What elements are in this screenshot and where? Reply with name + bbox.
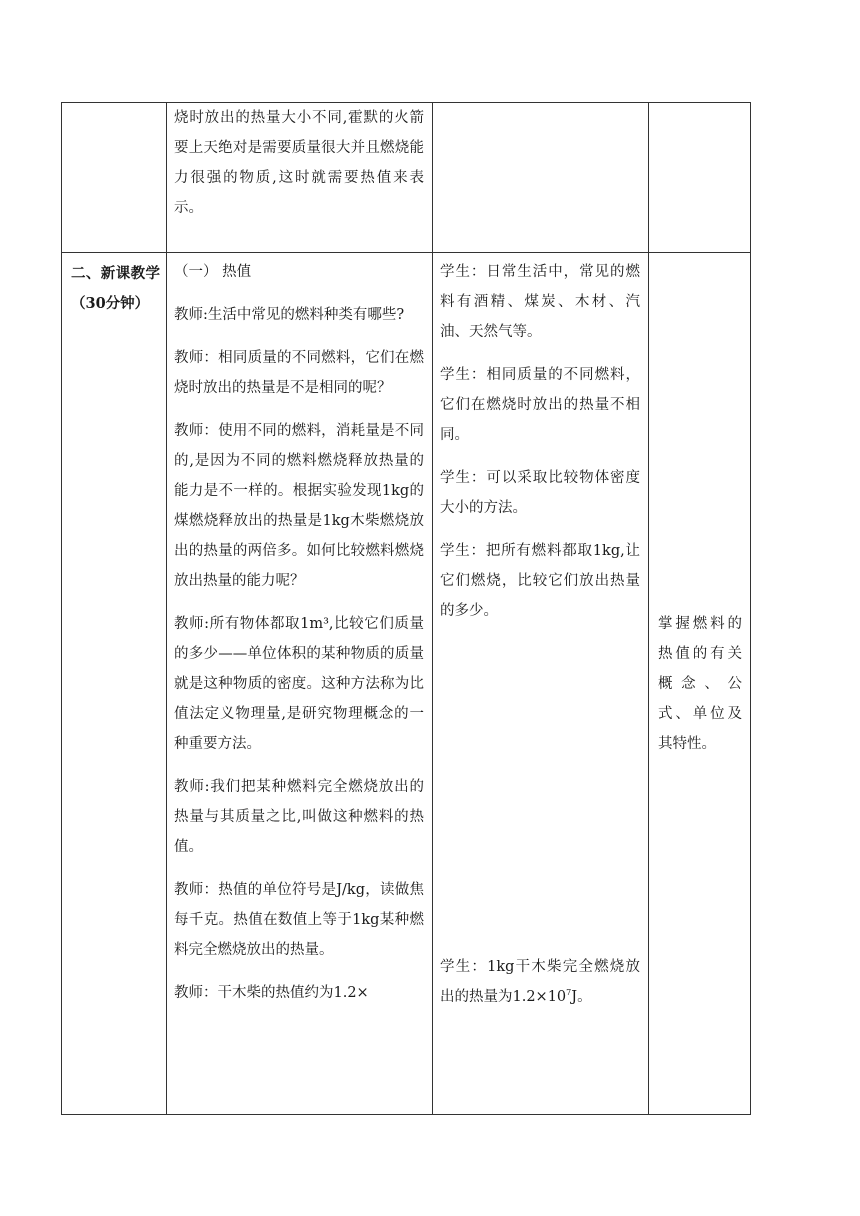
- teacher-line: 教师:所有物体都取1m³,比较它们质量的多少——单位体积的某种物质的质量就是这种物质的密度。这种方法称为比值法定义物理量,是研究物理概念的一种重要方法。: [174, 616, 424, 752]
- teacher-line: 教师:生活中常见的燃料种类有哪些?: [174, 307, 405, 323]
- table-row: [62, 103, 751, 253]
- lesson-plan-table: [61, 102, 751, 1115]
- learning-goal: 掌握燃料的热值的有关概念、公式、单位及其特性。: [658, 615, 742, 752]
- stage-cell: [62, 253, 167, 1115]
- table-row: [62, 253, 751, 1115]
- stage-cell: [62, 103, 167, 253]
- subsection-title: （一） 热值: [174, 264, 252, 280]
- student-activity-cell: [433, 103, 649, 253]
- teacher-line: 教师:我们把某种燃料完全燃烧放出的热量与其质量之比,叫做这种燃料的热值。: [174, 779, 424, 855]
- student-line-text: 学生：1kg干木柴完全燃烧放出的热量为1.2×10: [440, 959, 640, 1005]
- student-line: [440, 952, 640, 1012]
- unit-text: J。: [571, 989, 592, 1005]
- exponent: 7: [566, 988, 572, 998]
- student-line: 学生：日常生活中，常见的燃料有酒精、煤炭、木材、汽油、天然气等。: [440, 264, 640, 340]
- student-activity-cell: [433, 253, 649, 1115]
- teacher-line: 教师：干木柴的热值约为1.2×: [174, 985, 369, 1001]
- teacher-line: 教师：相同质量的不同燃料，它们在燃烧时放出的热量是不是相同的呢？: [174, 350, 424, 396]
- continued-text: 烧时放出的热量大小不同,霍默的火箭要上天绝对是需要质量很大并且燃烧能力很强的物质,这时就需要热值来表示。: [174, 110, 424, 216]
- teacher-activity-cell: [167, 103, 433, 253]
- teacher-line: 教师：使用不同的燃料，消耗量是不同的,是因为不同的燃料燃烧释放热量的能力是不一样的。根据实验发现1kg的煤燃烧释放出的热量是1kg木柴燃烧放出的热量的两倍多。如何比较燃料燃烧放出热量的能力呢？: [174, 423, 424, 589]
- student-line: 学生：相同质量的不同燃料，它们在燃烧时放出的热量不相同。: [440, 367, 640, 443]
- student-line: 学生：把所有燃料都取1kg,让它们燃烧，比较它们放出热量的多少。: [440, 543, 640, 619]
- student-line: 学生：可以采取比较物体密度大小的方法。: [440, 470, 640, 516]
- goal-cell: [649, 103, 751, 253]
- goal-cell: [649, 253, 751, 1115]
- teacher-activity-cell: [167, 253, 433, 1115]
- teacher-line: 教师：热值的单位符号是J/kg，读做焦每千克。热值在数值上等于1kg某种燃料完全燃烧放出的热量。: [174, 882, 424, 958]
- section-title: 二、新课教学（30分钟）: [71, 265, 160, 312]
